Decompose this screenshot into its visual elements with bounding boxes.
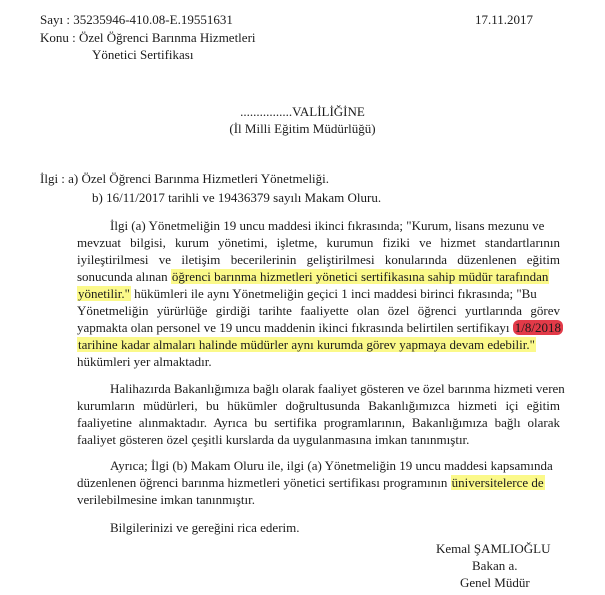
highlighted-date: 1/8/2018 xyxy=(514,320,561,335)
paragraph-1-line-5-text: hükümleri ile aynı Yönetmeliğin geçici 1 inci maddesi birinci fıkrasında; "Bu xyxy=(130,286,537,301)
subject-line: Konu : Özel Öğrenci Barınma Hizmetleri xyxy=(40,30,256,45)
reference-b: b) 16/11/2017 tarihli ve 19436379 sayılı Makam Oluru. xyxy=(92,190,382,205)
paragraph-2-line-3: faaliyetine alınmaktadır. Ayrıca bu sertifika programlarının, Bakanlığımıza bağlı olarak xyxy=(77,415,560,430)
paragraph-2-line-4: faaliyet gösteren özel çeşitli kurslarda da uygulanmasına imkan tanınmıştır. xyxy=(77,432,470,447)
subject-line-continued: Yönetici Sertifikası xyxy=(92,47,194,62)
paragraph-1-line-3: iyileştirilmesi ve iletişim becerilerinin geliştirilmesi konularında düzenlenen eğitim xyxy=(77,252,560,267)
paragraph-1-line-6: Yönetmeliğin yürürlüğe girdiği tarihte faaliyette olan özel öğrenci yurtlarında görev xyxy=(77,303,560,318)
paragraph-1-line-7-text: yapmakta olan personel ve 19 uncu maddenin ikinci fıkrasında belirtilen sertifikayı xyxy=(77,320,513,335)
reference-a: İlgi : a) Özel Öğrenci Barınma Hizmetleri Yönetmeliği. xyxy=(40,171,330,186)
highlighted-text: tarihine kadar almaları halinde müdürler aynı kurumda görev yapmaya devam edebilir." xyxy=(78,337,535,352)
paragraph-1-line-1: İlgi (a) Yönetmeliğin 19 uncu maddesi ikinci fıkrasında; "Kurum, lisans mezunu ve xyxy=(110,218,545,233)
highlighted-text: öğrenci barınma hizmetleri yönetici sertifikasına sahip müdür tarafından xyxy=(171,269,549,284)
paragraph-1-line-5 xyxy=(77,285,537,303)
highlighted-text: üniversitelerce de xyxy=(451,475,544,490)
paragraph-1-line-9: hükümleri yer almaktadır. xyxy=(77,354,212,369)
paragraph-2-line-1: Halihazırda Bakanlığımıza bağlı olarak faaliyet gösteren ve özel barınma hizmeti veren xyxy=(110,381,565,396)
paragraph-3-line-2-text: düzenlenen öğrenci barınma hizmetleri yönetici sertifikası programının xyxy=(77,475,451,490)
paragraph-1-line-7 xyxy=(77,319,563,337)
signatory-name: Kemal ŞAMLIOĞLU xyxy=(436,541,551,556)
document-date: 17.11.2017 xyxy=(475,12,534,27)
paragraph-1-line-4-text: sonucunda alınan xyxy=(77,269,171,284)
signatory-title: Bakan a. xyxy=(472,558,518,573)
signatory-position: Genel Müdür xyxy=(460,575,530,590)
closing-sentence: Bilgilerinizi ve gereğini rica ederim. xyxy=(110,520,300,535)
paragraph-3-line-1: Ayrıca; İlgi (b) Makam Oluru ile, ilgi (a) Yönetmeliğin 19 uncu maddesi kapsamında xyxy=(110,458,553,473)
document-number: Sayı : 35235946-410.08-E.19551631 xyxy=(40,12,233,27)
paragraph-3-line-2 xyxy=(77,474,545,492)
paragraph-1-line-4 xyxy=(77,268,549,286)
paragraph-1-line-8 xyxy=(77,336,536,354)
highlighted-text: yönetilir." xyxy=(78,286,130,301)
paragraph-2-line-2: kurumların müdürleri, bu hükümler doğrultusunda Bakanlığımızca hizmeti içi eğitim xyxy=(77,398,560,413)
paragraph-3-line-3: verilebilmesine imkan tanınmıştır. xyxy=(77,492,255,507)
paragraph-1-line-2: mevzuat bilgisi, kurum yönetimi, işletme, kurumun fiziki ve hizmet standartlarının xyxy=(77,235,560,250)
addressee-subheading: (İl Milli Eğitim Müdürlüğü) xyxy=(229,121,376,136)
addressee-heading: ................VALİLİĞİNE xyxy=(240,104,365,119)
